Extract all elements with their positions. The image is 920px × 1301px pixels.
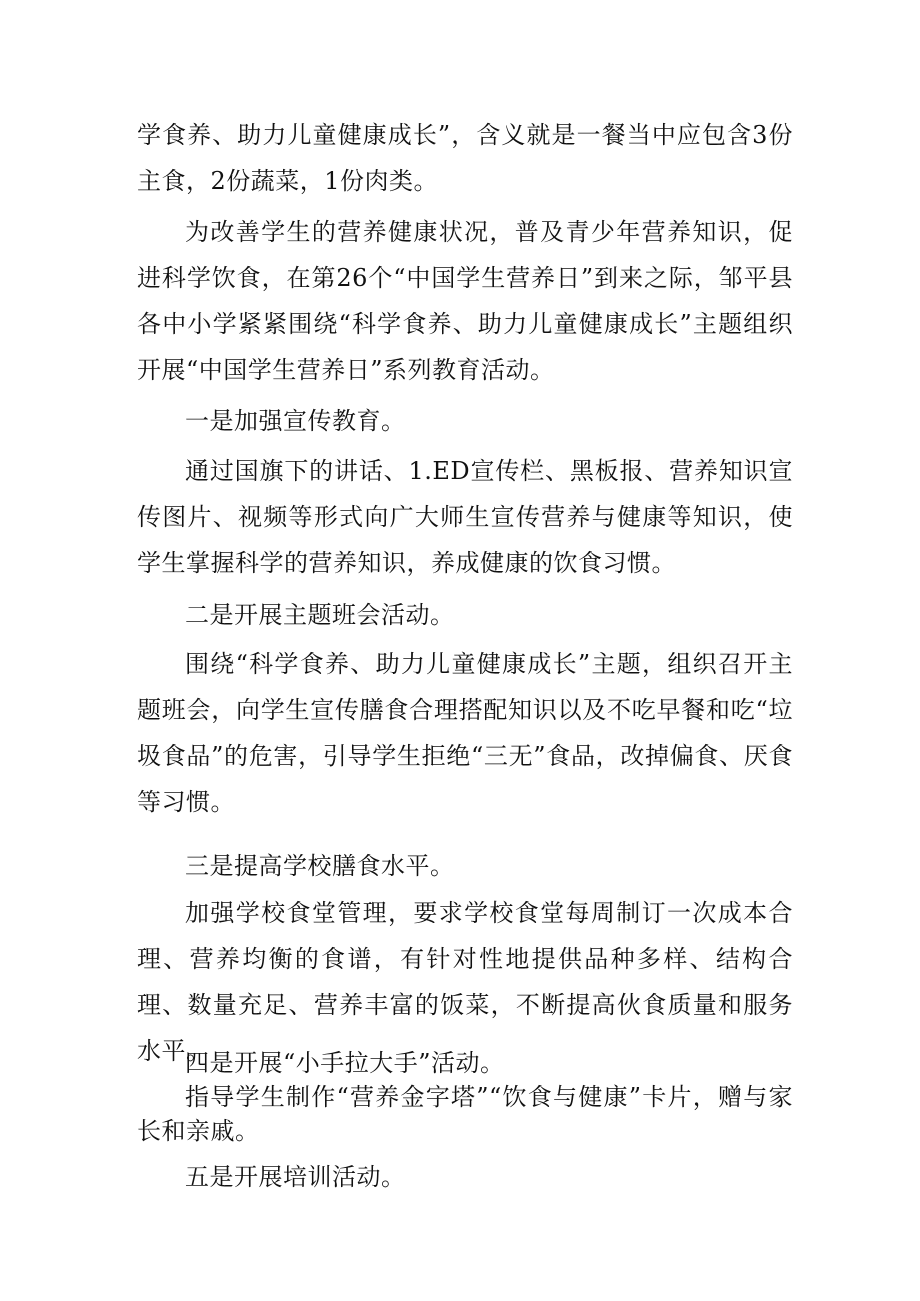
paragraph-4: 指导学生制作“营养金字塔”“饮食与健康”卡片，赠与家长和亲戚。 (137, 1083, 793, 1145)
heading-5: 五是开展培训活动。 (185, 1163, 406, 1191)
heading-1: 一是加强宣传教育。 (185, 407, 406, 435)
heading-2: 二是开展主题班会活动。 (185, 601, 455, 629)
heading-4: 四是开展“小手拉大手”活动。 (185, 1049, 505, 1077)
heading-3: 三是提高学校膳食水平。 (185, 852, 455, 880)
paragraph-2: 围绕“科学食养、助力儿童健康成长”主题，组织召开主题班会，向学生宣传膳食合理搭配知识以及不吃早餐和吃“垃圾食品”的危害，引导学生拒绝“三无”食品，改掉偏食、厌食等习惯。 (137, 650, 793, 816)
paragraph-1: 通过国旗下的讲话、1.ED宣传栏、黑板报、营养知识宣传图片、视频等形式向广大师生宣传营养与健康等知识，使学生掌握科学的营养知识，养成健康的饮食习惯。 (137, 457, 793, 577)
paragraph-3: 加强学校食堂管理，要求学校食堂每周制订一次成本合理、营养均衡的食谱，有针对性地提供品种多样、结构合理、数量充足、营养丰富的饭菜，不断提高伙食质量和服务水平。 (137, 899, 793, 1065)
paragraph-intro: 为改善学生的营养健康状况，普及青少年营养知识，促进科学饮食，在第26个“中国学生营养日”到来之际，邹平县各中小学紧紧围绕“科学食养、助力儿童健康成长”主题组织开展“中国学生营养日”系列教育活动。 (137, 218, 793, 384)
paragraph-continuation: 学食养、助力儿童健康成长”，含义就是一餐当中应包含3份主食，2份蔬菜，1份肉类。 (137, 121, 793, 195)
